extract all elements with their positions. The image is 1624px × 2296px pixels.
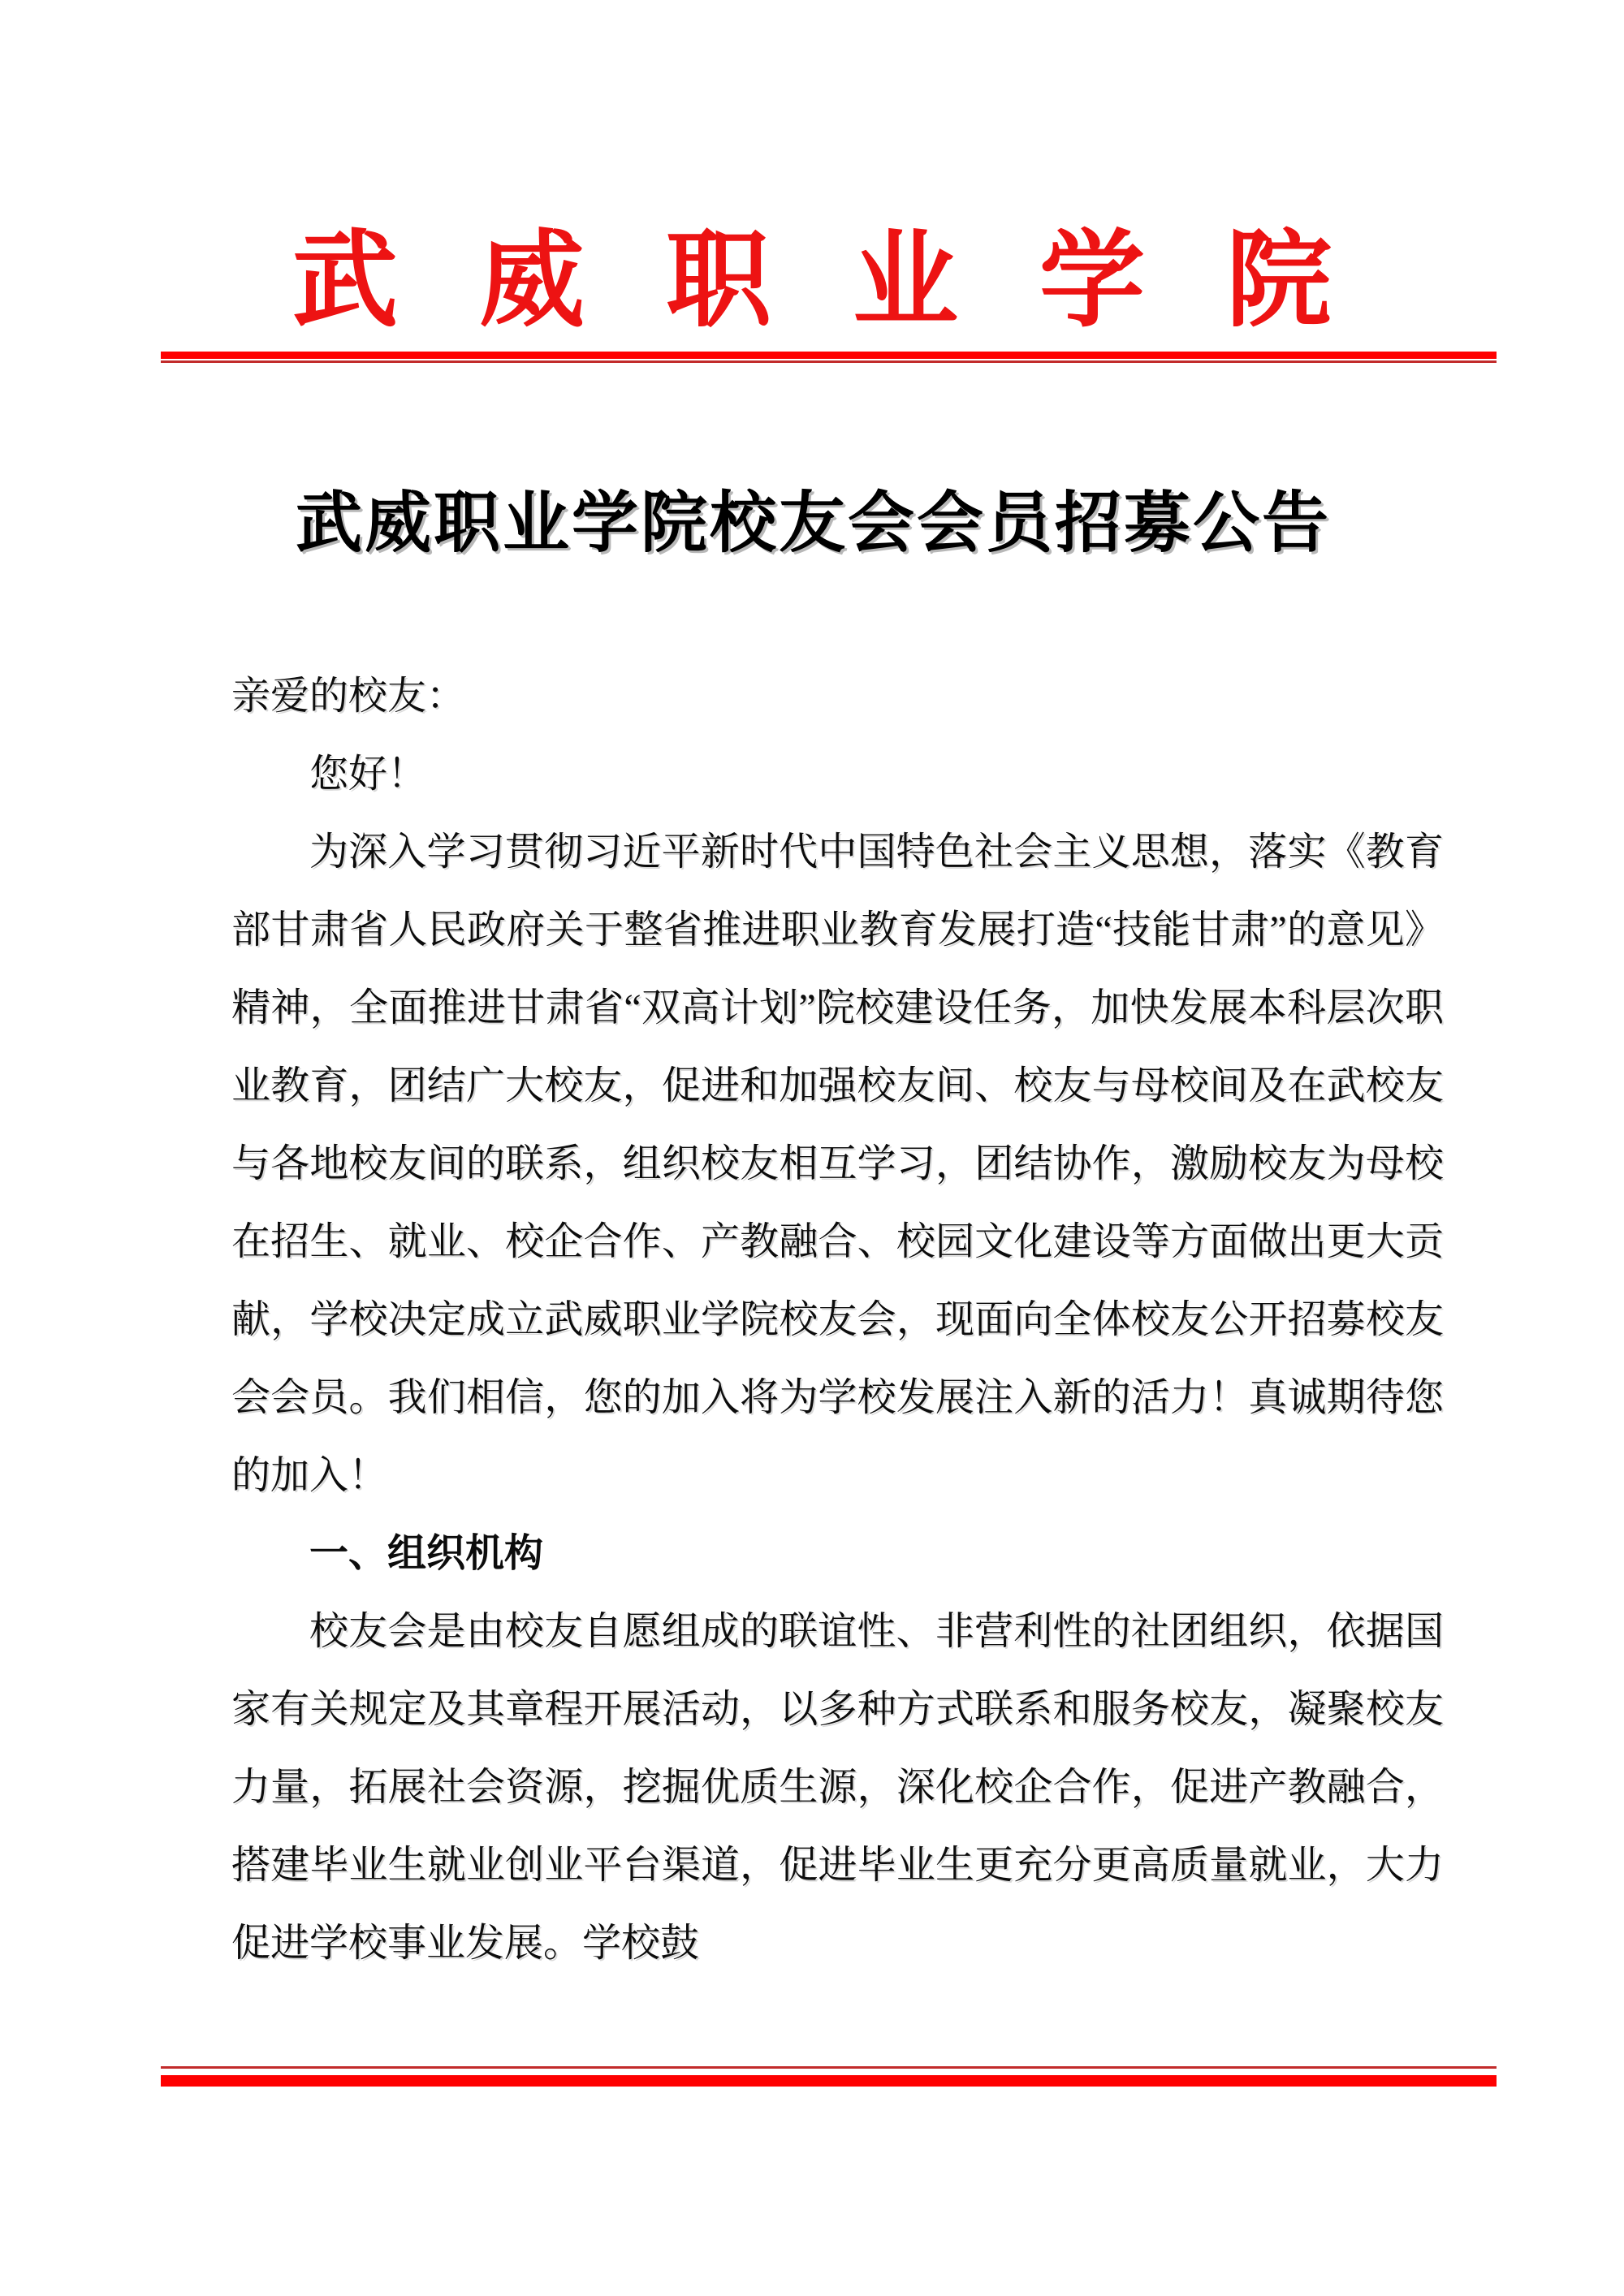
footer-rule-thin — [161, 2066, 1497, 2069]
document-title: 武威职业学院校友会会员招募公告 — [295, 486, 1331, 560]
letterhead-rule — [161, 352, 1497, 363]
section-paragraph: 校友会是由校友自愿组成的联谊性、非营利性的社团组织，依据国家有关规定及其章程开展活动，以多种方式联系和服务校友，凝聚校友力量，拓展社会资源，挖掘优质生源，深化校企合作，促进产教融合，搭建毕业生就业创业平台渠道，促进毕业生更充分更高质量就业，大力促进学校事业发展。学校鼓 — [231, 1610, 1444, 1965]
greeting: 您好！ — [309, 753, 427, 796]
document-body — [231, 658, 1444, 1983]
salutation: 亲爱的校友： — [231, 675, 466, 718]
footer-rule — [161, 2066, 1497, 2087]
letterhead-title: 武威职业学院 — [292, 223, 1413, 340]
section-heading: 一、组织机构 — [309, 1532, 544, 1575]
footer-rule-thick — [161, 2075, 1497, 2087]
letterhead-rule-thin — [161, 360, 1497, 363]
letterhead-rule-thick — [161, 352, 1497, 359]
intro-paragraph: 为深入学习贯彻习近平新时代中国特色社会主义思想，落实《教育部甘肃省人民政府关于整省推进职业教育发展打造“技能甘肃”的意见》精神，全面推进甘肃省“双高计划”院校建设任务，加快发展本科层次职业教育，团结广大校友，促进和加强校友间、校友与母校间及在武校友与各地校友间的联系，组织校友相互学习，团结协作，激励校友为母校在招生、就业、校企合作、产教融合、校园文化建设等方面做出更大贡献，学校决定成立武威职业学院校友会，现面向全体校友公开招募校友会会员。我们相信，您的加入将为学校发展注入新的活力！真诚期待您的加入！ — [231, 831, 1444, 1497]
